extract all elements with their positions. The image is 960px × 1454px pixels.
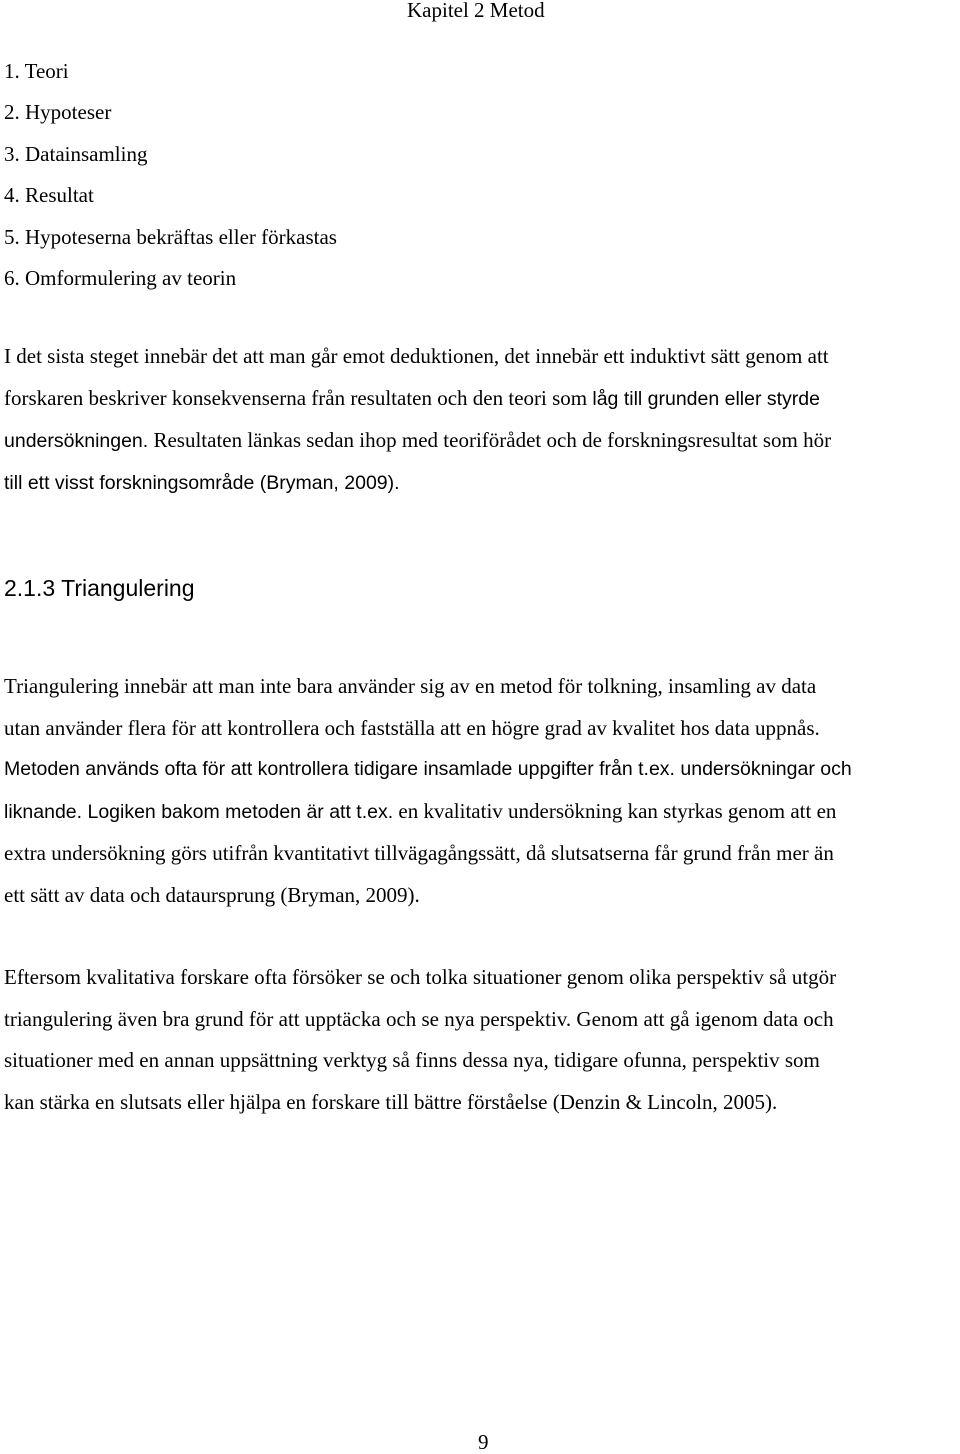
page-header: Kapitel 2 Metod bbox=[407, 0, 545, 22]
paragraph-line: triangulering även bra grund för att upptäcka och se nya perspektiv. Genom att gå igenom data och bbox=[4, 1006, 834, 1031]
paragraph-line bbox=[4, 420, 960, 463]
text-run: en kvalitativ undersökning kan styrkas genom att en bbox=[393, 798, 837, 823]
paragraph-line: Metoden används ofta för att kontrollera tidigare insamlade uppgifter från t.ex. undersökningar och bbox=[4, 758, 852, 780]
method-step: 3. Datainsamling bbox=[4, 141, 148, 166]
text-run: undersökningen. bbox=[4, 430, 149, 452]
method-step: 5. Hypoteserna bekräftas eller förkastas bbox=[4, 224, 337, 249]
method-step: 6. Omformulering av teorin bbox=[4, 266, 237, 291]
triangulation-paragraph bbox=[4, 666, 960, 916]
paragraph-line: situationer med en annan uppsättning verktyg så finns dessa nya, tidigare ofunna, perspektiv som bbox=[4, 1048, 820, 1072]
perspective-paragraph bbox=[4, 957, 960, 1123]
paragraph-line: I det sista steget innebär det att man går emot deduktionen, det innebär ett induktivt sätt genom att bbox=[4, 344, 829, 368]
method-steps-list bbox=[4, 51, 337, 299]
paragraph-line: till ett visst forskningsområde (Bryman, 2009). bbox=[4, 471, 400, 494]
paragraph-line: ett sätt av data och dataursprung (Bryman, 2009). bbox=[4, 882, 420, 907]
paragraph-line bbox=[4, 791, 960, 834]
paragraph-line: extra undersökning görs utifrån kvantitativt tillvägagångssätt, då slutsatserna får grund från mer än bbox=[4, 841, 834, 865]
text-run: Resultaten länkas sedan ihop med teoriförådet och de forskningsresultat som hör bbox=[148, 428, 832, 452]
section-heading: 2.1.3 Triangulering bbox=[4, 575, 195, 601]
paragraph-line: Triangulering innebär att man inte bara använder sig av en metod för tolkning, insamling av data bbox=[4, 674, 817, 698]
method-step: 1. Teori bbox=[4, 59, 69, 83]
text-run: liknande. Logiken bakom metoden är att t.ex. bbox=[4, 800, 394, 823]
paragraph-line: kan stärka en slutsats eller hjälpa en forskare till bättre förståelse (Denzin & Lincoln, 2005). bbox=[4, 1089, 778, 1114]
paragraph-line bbox=[4, 378, 960, 421]
method-step: 4. Resultat bbox=[4, 183, 94, 208]
method-step: 2. Hypoteser bbox=[4, 100, 112, 125]
text-run: låg till grunden eller styrde bbox=[592, 387, 820, 410]
text-run: forskaren beskriver konsekvenserna från resultaten och den teori som bbox=[4, 385, 593, 410]
induction-paragraph bbox=[4, 336, 960, 504]
paragraph-line: utan använder flera för att kontrollera och fastställa att en högre grad av kvalitet hos data uppnås. bbox=[4, 715, 820, 740]
paragraph-line: Eftersom kvalitativa forskare ofta försöker se och tolka situationer genom olika perspektiv så utgör bbox=[4, 965, 837, 989]
page-number: 9 bbox=[478, 1430, 489, 1454]
